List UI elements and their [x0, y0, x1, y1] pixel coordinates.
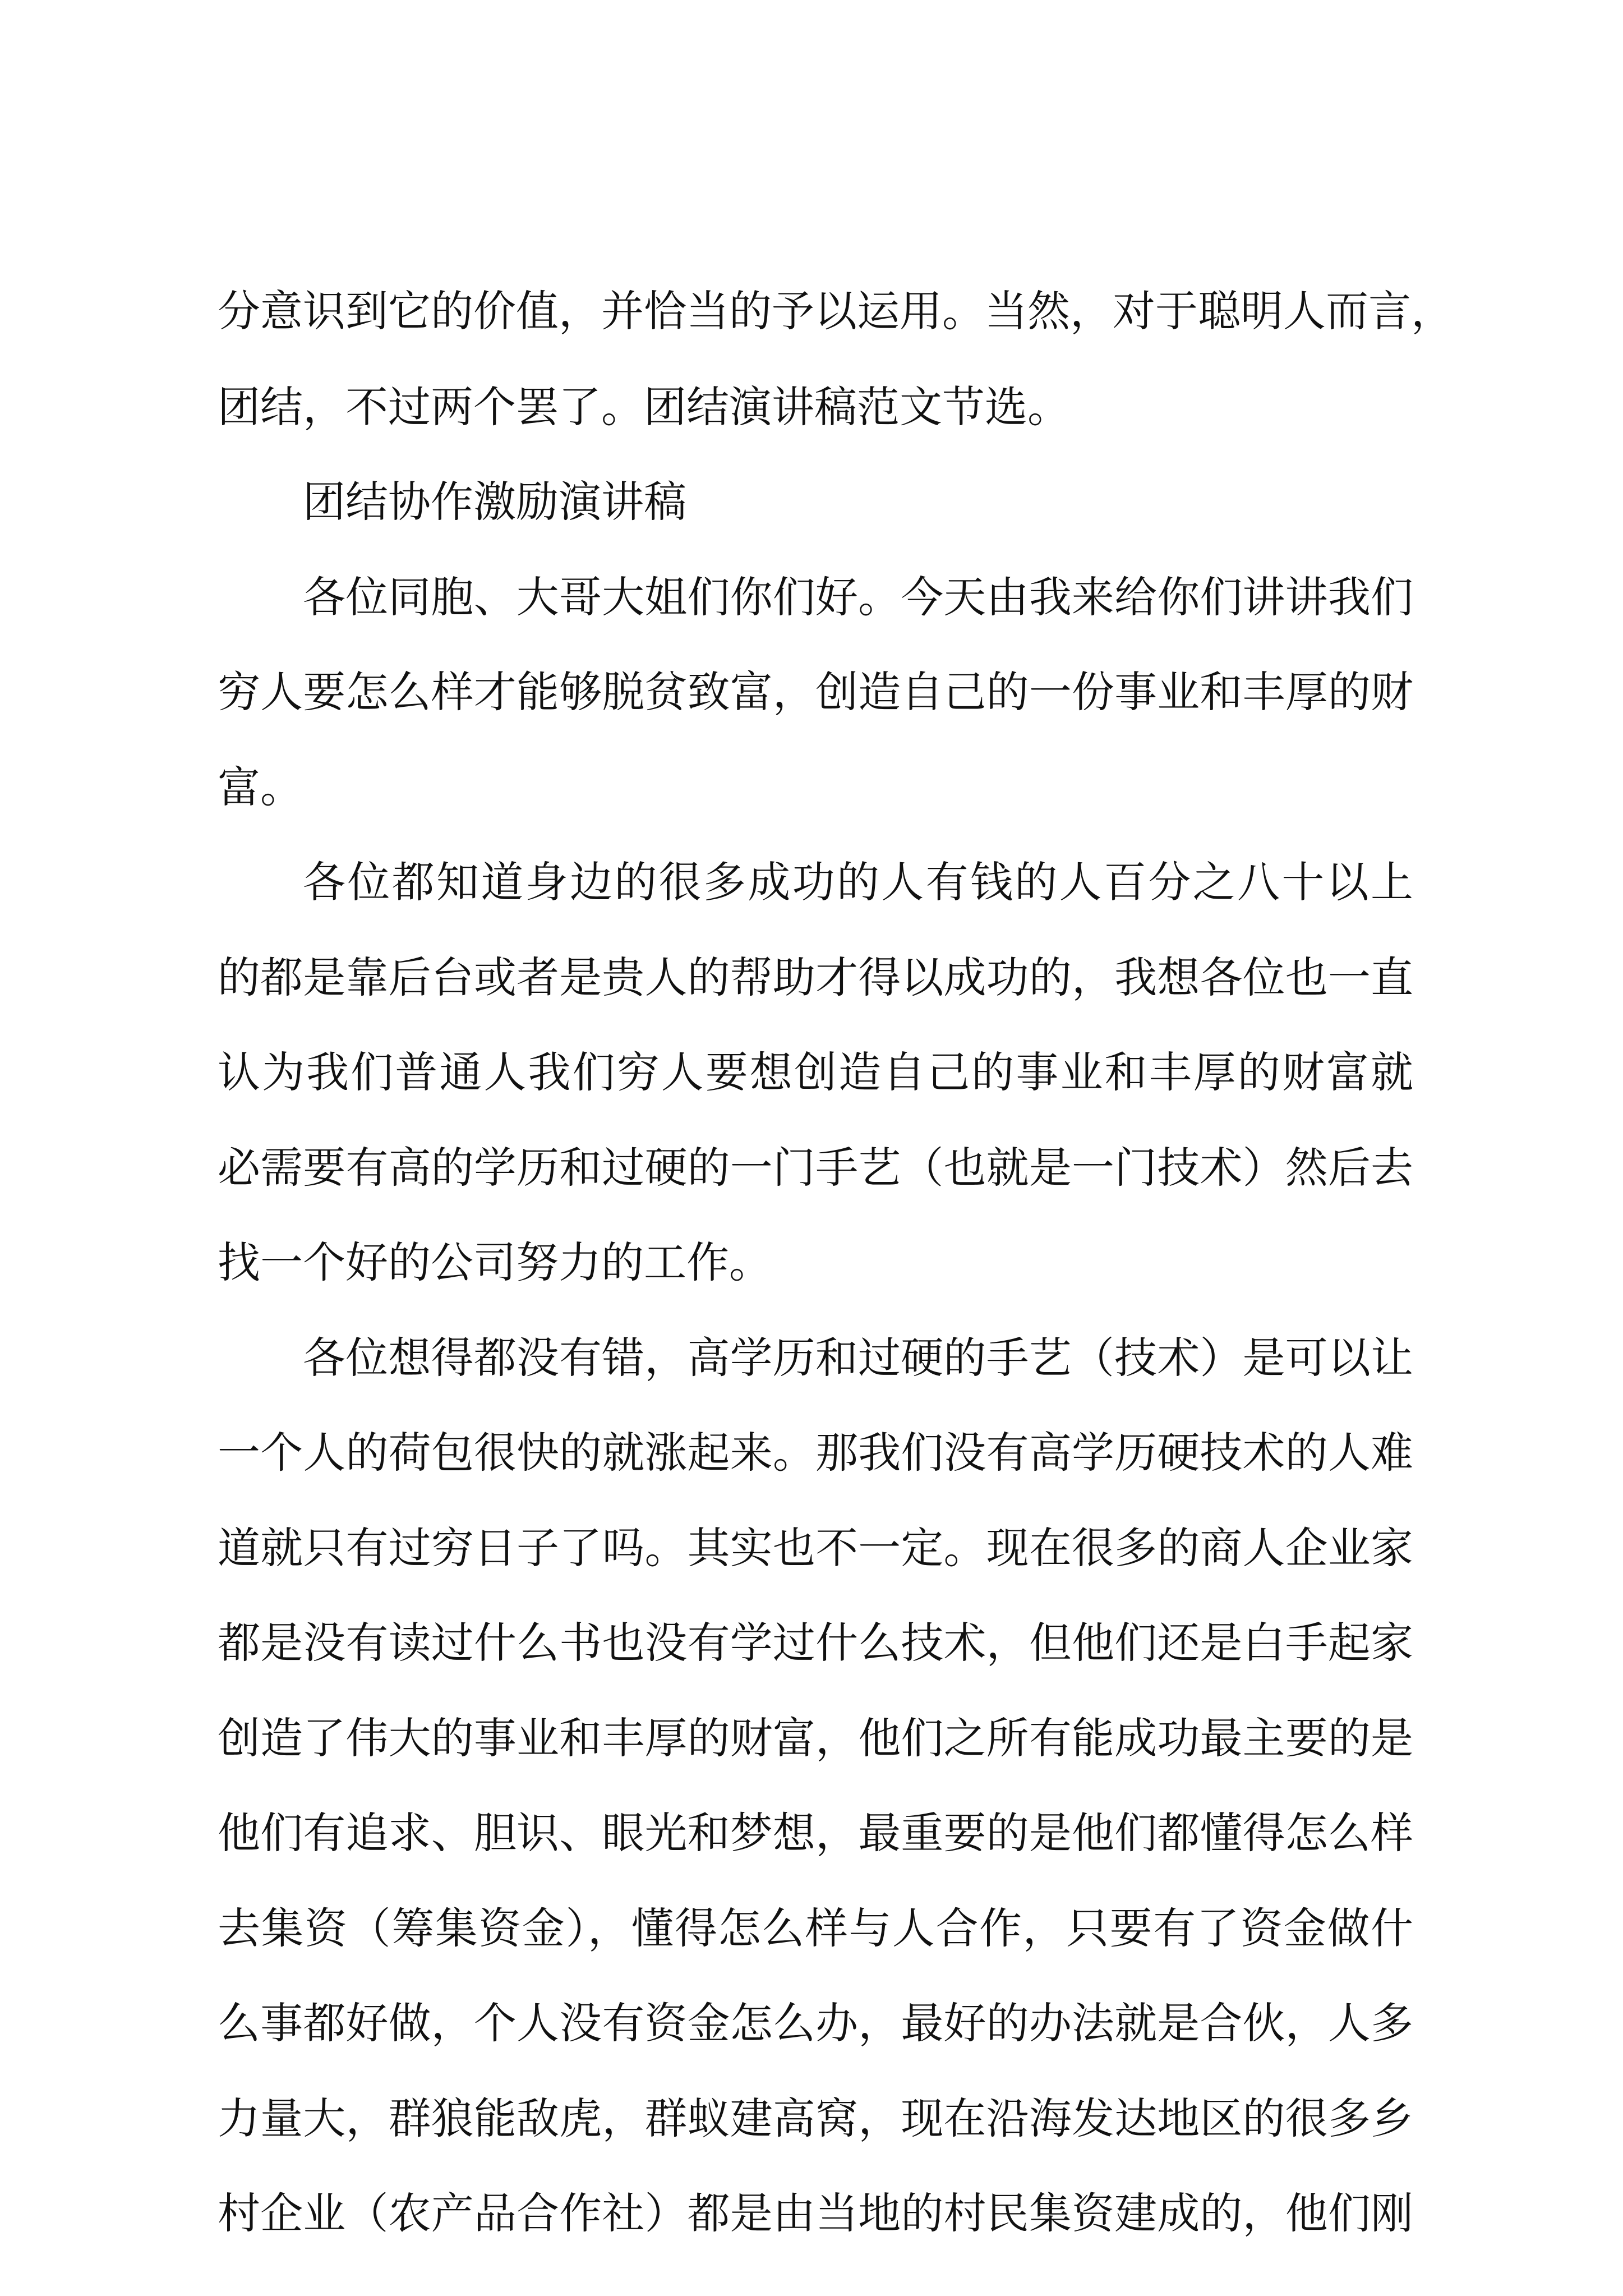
text-line: 团结，不过两个罢了。团结演讲稿范文节选。 [218, 382, 1070, 432]
text-line: 都是没有读过什么书也没有学过什么技术，但他们还是白手起家 [218, 1618, 1413, 1668]
text-line: 各位想得都没有错，高学历和过硬的手艺（技术）是可以让 [303, 1333, 1413, 1383]
text-line: 找一个好的公司努力的工作。 [218, 1237, 772, 1287]
text-line: 一个人的荷包很快的就涨起来。那我们没有高学历硬技术的人难 [218, 1428, 1413, 1478]
text-line: 去集资（筹集资金），懂得怎么样与人合作，只要有了资金做什 [218, 1903, 1413, 1953]
text-line: 么事都好做，个人没有资金怎么办，最好的办法就是合伙，人多 [218, 1998, 1413, 2048]
text-line: 穷人要怎么样才能够脱贫致富，创造自己的一份事业和丰厚的财 [218, 667, 1413, 717]
text-line: 认为我们普通人我们穷人要想创造自己的事业和丰厚的财富就 [218, 1047, 1413, 1097]
text-line: 他们有追求、胆识、眼光和梦想，最重要的是他们都懂得怎么样 [218, 1808, 1413, 1858]
text-line: 力量大，群狼能敌虎，群蚁建高窝，现在沿海发达地区的很多乡 [218, 2093, 1413, 2143]
text-line: 村企业（农产品合作社）都是由当地的村民集资建成的，他们刚 [218, 2188, 1413, 2238]
text-line: 各位同胞、大哥大姐们你们好。今天由我来给你们讲讲我们 [303, 572, 1413, 622]
text-line: 分意识到它的价值，并恰当的予以运用。当然，对于聪明人而言， [218, 286, 1454, 336]
text-line: 道就只有过穷日子了吗。其实也不一定。现在很多的商人企业家 [218, 1523, 1413, 1573]
text-line: 创造了伟大的事业和丰厚的财富，他们之所有能成功最主要的是 [218, 1713, 1413, 1763]
text-line: 必需要有高的学历和过硬的一门手艺（也就是一门技术）然后去 [218, 1143, 1413, 1193]
text-line: 的都是靠后台或者是贵人的帮助才得以成功的，我想各位也一直 [218, 953, 1413, 1002]
text-line: 各位都知道身边的很多成功的人有钱的人百分之八十以上 [303, 857, 1413, 907]
text-line: 富。 [218, 762, 303, 812]
subheading: 团结协作激励演讲稿 [303, 477, 686, 527]
